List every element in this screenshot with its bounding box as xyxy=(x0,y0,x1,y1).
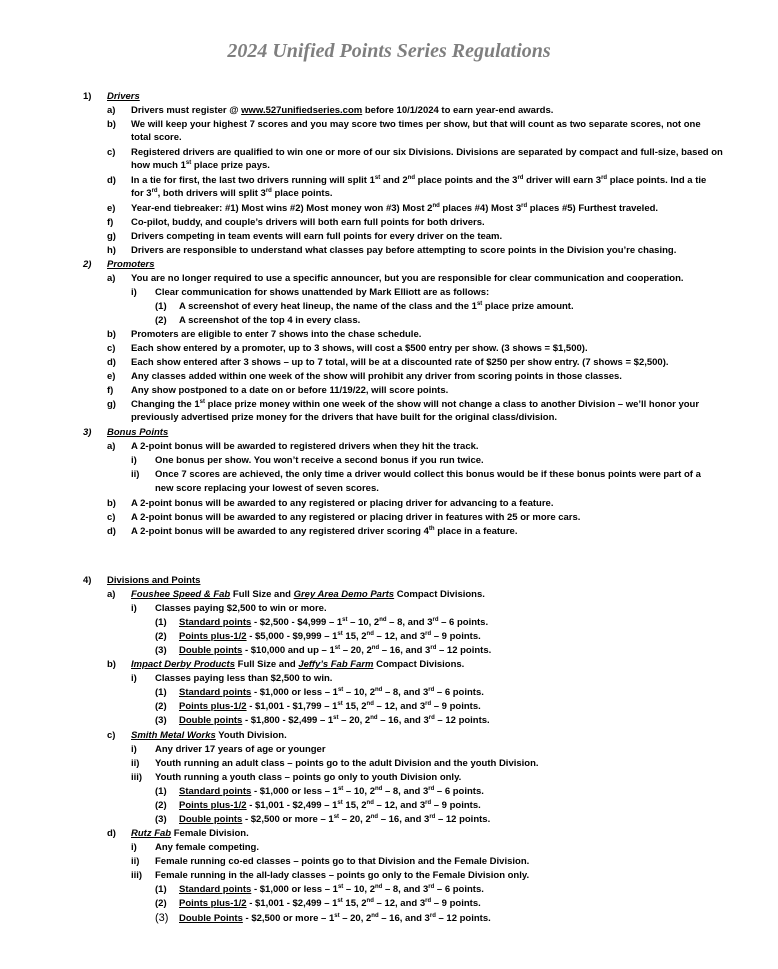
item-text: In a tie for first, the last two drivers running will split 1st and 2nd place points and the 3rd driver will earn 3rd place points. Ind a tie xyxy=(131,174,707,186)
item-marker: f) xyxy=(107,385,114,396)
points-row: Points plus-1/2 - $1,001 - $2,499 – 1st 15, 2nd – 12, and 3rd – 9 points. xyxy=(179,799,481,811)
points-row: Standard points - $1,000 or less – 1st – 10, 2nd – 8, and 3rd – 6 points. xyxy=(179,785,484,797)
item-text: Each show entered by a promoter, up to 3 shows, will cost a $500 entry per show. (3 shows = $1,500). xyxy=(131,343,588,354)
item-marker: b) xyxy=(107,329,116,340)
item-marker: i) xyxy=(131,287,137,298)
item-marker: (2) xyxy=(155,800,167,811)
document-title: 2024 Unified Points Series Regulations xyxy=(227,40,551,62)
points-row: Double points - $2,500 or more – 1st – 20, 2nd – 16, and 3rd – 12 points. xyxy=(179,813,491,825)
points-row: Points plus-1/2 - $5,000 - $9,999 – 1st 15, 2nd – 12, and 3rd – 9 points. xyxy=(179,630,481,642)
item-marker: a) xyxy=(107,589,116,600)
item-marker: ii) xyxy=(131,469,140,480)
item-text: Classes paying $2,500 to win or more. xyxy=(155,603,327,614)
item-text: Co-pilot, buddy, and couple’s drivers will both earn full points for both drivers. xyxy=(131,217,485,228)
section-heading: Drivers xyxy=(107,91,140,102)
item-marker: (3) xyxy=(155,912,169,924)
item-marker: (2) xyxy=(155,701,167,712)
item-marker: b) xyxy=(107,119,116,130)
item-text: Female running co-ed classes – points go to that Division and the Female Division. xyxy=(155,856,530,867)
points-row: Standard points - $1,000 or less – 1st – 10, 2nd – 8, and 3rd – 6 points. xyxy=(179,883,484,895)
website-link[interactable]: www.527unifiedseries.com xyxy=(241,105,363,116)
item-marker: (3) xyxy=(155,645,167,656)
item-text: new score replacing your lowest of seven scores. xyxy=(155,483,379,494)
sponsor-name: Impact Derby Products xyxy=(131,659,235,670)
item-text: Once 7 scores are achieved, the only time a driver would collect this bonus would be if these bonus points were part of a xyxy=(155,469,701,480)
item-text: Registered drivers are qualified to win one or more of our six Divisions. Divisions are separated by compact and full-size, based on xyxy=(131,147,723,158)
sponsor-name: Smith Metal Works xyxy=(131,730,216,741)
item-text: Any show postponed to a date on or before 11/19/22, will score points. xyxy=(131,385,449,396)
item-marker: i) xyxy=(131,673,137,684)
item-marker: iii) xyxy=(131,870,143,881)
item-text: Smith Metal Works Youth Division. xyxy=(131,730,287,741)
item-marker: i) xyxy=(131,842,137,853)
item-text: Classes paying less than $2,500 to win. xyxy=(155,673,333,684)
section-heading: Bonus Points xyxy=(107,427,169,438)
points-row: Points plus-1/2 - $1,001 - $1,799 – 1st 15, 2nd – 12, and 3rd – 9 points. xyxy=(179,700,481,712)
item-text: Rutz Fab Female Division. xyxy=(131,828,249,839)
item-marker: (1) xyxy=(155,301,167,312)
points-row: Double points - $10,000 and up – 1st – 20, 2nd – 16, and 3rd – 12 points. xyxy=(179,644,492,656)
item-marker: ii) xyxy=(131,758,140,769)
item-text: A 2-point bonus will be awarded to any registered driver scoring 4th place in a feature. xyxy=(131,525,518,537)
item-marker: g) xyxy=(107,231,116,242)
item-marker: (3) xyxy=(155,814,167,825)
section-heading: Divisions and Points xyxy=(107,575,201,586)
item-text: Drivers competing in team events will earn full points for every driver on the team. xyxy=(131,231,503,242)
item-marker: h) xyxy=(107,245,116,256)
sponsor-name: Jeffy’s Fab Farm xyxy=(298,659,374,670)
item-marker: iii) xyxy=(131,772,143,783)
item-text: how much 1st place prize pays. xyxy=(131,159,270,171)
item-text: A 2-point bonus will be awarded to registered drivers when they hit the track. xyxy=(131,441,479,452)
item-marker: (1) xyxy=(155,687,167,698)
item-marker: d) xyxy=(107,828,116,839)
item-marker: a) xyxy=(107,105,116,116)
points-row: Standard points - $1,000 or less – 1st – 10, 2nd – 8, and 3rd – 6 points. xyxy=(179,686,484,698)
item-text: for 3rd, both drivers will split 3rd place points. xyxy=(131,187,333,199)
points-row: Double points - $1,800 - $2,499 – 1st – 20, 2nd – 16, and 3rd – 12 points. xyxy=(179,714,490,726)
item-text: Any classes added within one week of the show will prohibit any driver from scoring points in those classes. xyxy=(131,371,622,382)
item-marker: f) xyxy=(107,217,114,228)
item-marker: i) xyxy=(131,744,137,755)
item-text: A screenshot of every heat lineup, the name of the class and the 1st place prize amount. xyxy=(179,300,574,312)
section-number: 4) xyxy=(83,575,92,586)
item-marker: (1) xyxy=(155,617,167,628)
item-marker: (2) xyxy=(155,631,167,642)
item-marker: i) xyxy=(131,603,137,614)
points-row: Double Points - $2,500 or more – 1st – 20, 2nd – 16, and 3rd – 12 points. xyxy=(179,912,491,924)
item-marker: (2) xyxy=(155,315,167,326)
item-marker: e) xyxy=(107,371,116,382)
item-text: Impact Derby Products Full Size and Jeffy’s Fab Farm Compact Divisions. xyxy=(131,659,465,670)
points-row: Standard points - $2,500 - $4,999 – 1st – 10, 2nd – 8, and 3rd – 6 points. xyxy=(179,616,489,628)
item-text: A screenshot of the top 4 in every class. xyxy=(179,315,361,326)
item-text: Year-end tiebreaker: #1) Most wins #2) Most money won #3) Most 2nd places #4) Most 3rd places #5) Furthest traveled. xyxy=(131,202,659,214)
item-text: Drivers must register @ www.527unifiedseries.com before 10/1/2024 to earn year-end awards. xyxy=(131,105,554,116)
item-text: A 2-point bonus will be awarded to any registered or placing driver in features with 25 or more cars. xyxy=(131,512,581,523)
item-marker: (2) xyxy=(155,898,167,909)
item-text: Youth running an adult class – points go to the adult Division and the youth Division. xyxy=(155,758,539,769)
item-marker: a) xyxy=(107,441,116,452)
item-text: Changing the 1st place prize money within one week of the show will not change a class to another Division – we’ll honor your xyxy=(131,398,700,410)
item-text: Female running in the all-lady classes – points go only to the Female Division only. xyxy=(155,870,530,881)
item-text: Drivers are responsible to understand what classes pay before attempting to score points in the Division you’re chasing. xyxy=(131,245,677,256)
item-text: Any driver 17 years of age or younger xyxy=(155,744,326,755)
item-marker: g) xyxy=(107,399,116,410)
item-text: Each show entered after 3 shows – up to 7 total, will be at a discounted rate of $250 per show entry. (7 shows = $2,500). xyxy=(131,357,669,368)
item-marker: (1) xyxy=(155,884,167,895)
item-text: Foushee Speed & Fab Full Size and Grey Area Demo Parts Compact Divisions. xyxy=(131,589,485,600)
item-text: A 2-point bonus will be awarded to any registered or placing driver for advancing to a feature. xyxy=(131,498,554,509)
item-marker: b) xyxy=(107,659,116,670)
item-marker: c) xyxy=(107,343,116,354)
item-marker: d) xyxy=(107,526,116,537)
item-text: Promoters are eligible to enter 7 shows into the chase schedule. xyxy=(131,329,422,340)
item-marker: c) xyxy=(107,730,116,741)
section-heading: Promoters xyxy=(107,259,155,270)
sponsor-name: Foushee Speed & Fab xyxy=(131,589,231,600)
section-number: 3) xyxy=(83,427,92,438)
item-marker: d) xyxy=(107,175,116,186)
item-marker: i) xyxy=(131,455,137,466)
item-marker: ii) xyxy=(131,856,140,867)
item-marker: d) xyxy=(107,357,116,368)
item-text: One bonus per show. You won’t receive a second bonus if you run twice. xyxy=(155,455,484,466)
section-number: 2) xyxy=(83,259,92,270)
item-text: Youth running a youth class – points go only to youth Division only. xyxy=(155,772,462,783)
item-text: You are no longer required to use a specific announcer, but you are responsible for clear communication and cooperation. xyxy=(131,273,684,284)
sponsor-name: Rutz Fab xyxy=(131,828,172,839)
sponsor-name: Grey Area Demo Parts xyxy=(293,589,395,600)
item-marker: c) xyxy=(107,147,116,158)
item-marker: (1) xyxy=(155,786,167,797)
item-text: total score. xyxy=(131,132,182,143)
item-marker: e) xyxy=(107,203,116,214)
item-text: Any female competing. xyxy=(155,842,259,853)
item-marker: a) xyxy=(107,273,116,284)
item-marker: (3) xyxy=(155,715,167,726)
item-text: previously advertised prize money for the drivers that have built for the original class/division. xyxy=(131,412,558,423)
points-row: Points plus-1/2 - $1,001 - $2,499 – 1st 15, 2nd – 12, and 3rd – 9 points. xyxy=(179,897,481,909)
item-marker: b) xyxy=(107,498,116,509)
section-number: 1) xyxy=(83,91,92,102)
item-text: We will keep your highest 7 scores and you may score two times per show, but that will count as two separate scores, not one xyxy=(131,119,701,130)
item-marker: c) xyxy=(107,512,116,523)
item-text: Clear communication for shows unattended by Mark Elliott are as follows: xyxy=(155,287,490,298)
